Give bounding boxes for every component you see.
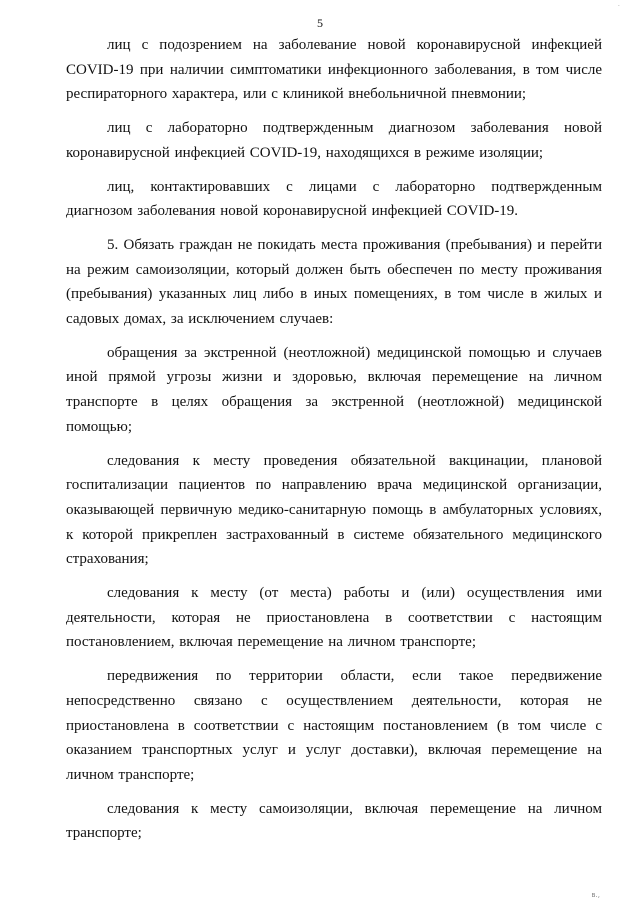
paragraph-regional-travel: передвижения по территории области, если такое передвижение непосредственно связано с осуществлением деятельности, которая не приостановлена в соответствии с настоящим постановлением (в том числе с оказанием транспортных услуг и услуг доставки), включая перемещение на личном транспорте;: [66, 668, 602, 783]
footer-mark: в.,: [591, 891, 600, 899]
paragraph-suspected-covid: лиц с подозрением на заболевание новой коронавирусной инфекцией COVID-19 при наличии симптоматики инфекционного заболевания, в том числе респираторного характера, или с клиникой внебольничной пневмонии;: [66, 37, 602, 103]
corner-mark: ·: [617, 2, 620, 10]
page-number: 5: [317, 16, 323, 30]
paragraph-contacts: лиц, контактировавших с лицами с лабораторно подтвержденным диагнозом заболевания новой коронавирусной инфекцией COVID-19.: [66, 178, 602, 220]
paragraph-confirmed-covid: лиц с лабораторно подтвержденным диагнозом заболевания новой коронавирусной инфекцией COVID-19, находящихся в режиме изоляции;: [66, 120, 602, 161]
paragraph-item-5: 5. Обязать граждан не покидать места проживания (пребывания) и перейти на режим самоизоляции, который должен быть обеспечен по месту проживания (пребывания) указанных лиц либо в иных помещениях, в том числе в жилых и садовых домах, за исключением случаев:: [66, 236, 602, 328]
paragraph-self-isolation-travel: следования к месту самоизоляции, включая перемещение на личном транспорте;: [66, 800, 602, 842]
document-body: [66, 33, 602, 846]
paragraph-work-travel: следования к месту (от места) работы и (или) осуществления ими деятельности, которая не приостановлена в соответствии с настоящим постановлением, включая перемещение на личном транспорте;: [66, 585, 602, 651]
paragraph-vaccination: следования к месту проведения обязательной вакцинации, плановой госпитализации пациентов по направлению врача медицинской организации, оказывающей первичную медико-санитарную помощь в амбулаторных условиях, к которой прикреплен застрахованный в системе обязательного медицинского страхования;: [66, 452, 602, 568]
paragraph-emergency-care: обращения за экстренной (неотложной) медицинской помощью и случаев иной прямой угрозы жизни и здоровью, включая перемещение на личном транспорте в целях обращения за экстренной (неотложной) медицинской помощью;: [66, 344, 602, 435]
